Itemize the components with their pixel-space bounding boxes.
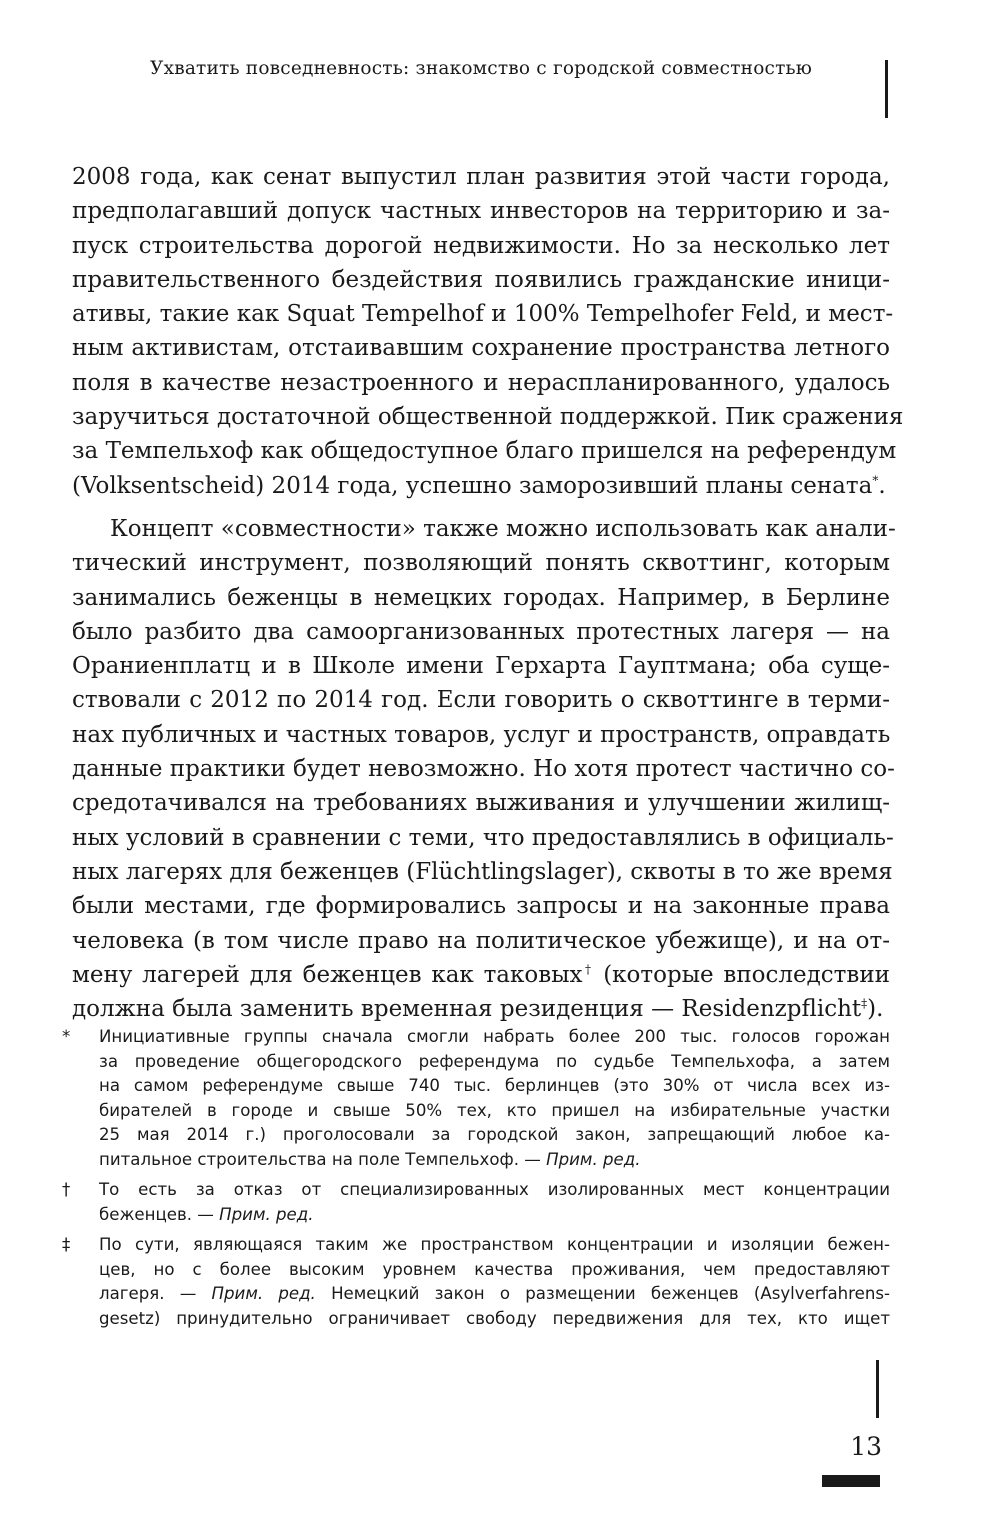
editor-note: Прим. ред. [219, 1204, 314, 1224]
footnote-body [99, 1178, 890, 1227]
text-line: ных лагерях для беженцев (Flüchtlingslager), сквоты в то же время [72, 858, 893, 885]
footnote-line: То есть за отказ от специализированных изолированных мест концентрации [99, 1180, 890, 1199]
text-line: заручиться достаточной общественной поддержкой. Пик сражения [72, 404, 904, 431]
footnote-line: 25 мая 2014 г.) проголосовали за городской закон, запрещающий любое ка- [99, 1125, 890, 1144]
footnote-line: Инициативные группы сначала смогли набрать более 200 тыс. голосов горожан [99, 1027, 890, 1046]
text-line: 2008 года, как сенат выпустил план развития этой части города, [72, 164, 890, 190]
text-line: пуск строительства дорогой недвижимости. Но за несколько лет [72, 232, 890, 259]
text-fragment: должна была заменить временная резиденция — Residenzpflicht [72, 996, 862, 1023]
page-bar [822, 1475, 880, 1487]
footnote-body [99, 1025, 890, 1172]
text-fragment: ). [867, 996, 884, 1023]
footnote-line: По сути, являющаяся таким же пространством концентрации и изоляции бежен- [99, 1235, 890, 1254]
page-number: 13 [850, 1432, 882, 1461]
text-line: поля в качестве незастроенного и нераспланированного, удалось [72, 369, 890, 396]
footnote-line [99, 1203, 890, 1228]
footnotes [60, 1025, 890, 1337]
footnote-ref: * [872, 473, 879, 488]
footnote-mark: ‡ [62, 1235, 71, 1254]
footnote-line [99, 1282, 890, 1307]
text-line: Концепт «совместности» также можно использовать как анали- [110, 515, 896, 542]
text-line: ативы, такие как Squat Tempelhof и 100% Tempelhofer Feld, и мест- [72, 301, 894, 328]
footnote-line: цев, но с более высоким уровнем качества проживания, чем предоставляют [99, 1259, 890, 1279]
text-line [72, 992, 890, 1026]
footnote-line: за проведение общегородского референдума по судьбе Темпельхофа, а затем [99, 1051, 890, 1071]
text-line: было разбито два самоорганизованных протестных лагеря — на [72, 618, 890, 645]
text-line: ным активистам, отстаивавшим сохранение пространства летного [72, 335, 890, 362]
editor-note: Прим. ред. [546, 1149, 641, 1169]
text-line: занимались беженцы в немецких городах. Например, в Берлине [72, 584, 890, 611]
footnote-line: gesetz) принудительно ограничивает свободу передвижения для тех, кто ищет [99, 1308, 890, 1328]
paragraph-2 [72, 512, 896, 1026]
text-fragment: . [878, 472, 886, 499]
footnote-mark: * [62, 1027, 71, 1046]
footnote-ref: ‡ [861, 996, 868, 1011]
footer-rule [876, 1360, 879, 1418]
text-line: Ораниенплатц и в Школе имени Герхарта Гауптмана; оба суще- [72, 653, 890, 680]
text-fragment: лагеря. — [99, 1284, 212, 1303]
text-fragment: беженцев. — [99, 1204, 220, 1224]
text-fragment: мену лагерей для беженцев как таковых [72, 961, 583, 988]
text-line: были местами, где формировались запросы и на законные права [72, 893, 890, 920]
text-fragment: (которые впоследствии [593, 961, 890, 988]
footnote-mark: † [62, 1180, 71, 1199]
footnote-line: на самом референдуме свыше 740 тыс. берлинцев (это 30% от числа всех из- [99, 1076, 890, 1095]
editor-note: Прим. ред. [211, 1284, 316, 1303]
text-line [72, 958, 890, 992]
footnote [60, 1025, 890, 1172]
footnote [60, 1233, 890, 1331]
text-line: правительственного бездействия появились гражданские иници- [72, 266, 890, 293]
footnote [60, 1178, 890, 1227]
text-fragment: Немецкий закон о размещении беженцев (Asylverfahrens- [315, 1284, 890, 1303]
text-line: тический инструмент, позволяющий понять сквоттинг, которым [72, 550, 890, 577]
text-line: ных условий в сравнении с теми, что предоставлялись в официаль- [72, 824, 894, 851]
footnote-ref: † [582, 962, 594, 977]
footnote-line: бирателей в городе и свыше 50% тех, кто пришел на избирательные участки [99, 1100, 890, 1120]
text-line: за Темпельхоф как общедоступное благо пришелся на референдум [72, 438, 897, 465]
footnote-line [99, 1148, 890, 1173]
text-line [72, 469, 890, 503]
running-head: Ухватить повседневность: знакомство с городской совместностью [150, 58, 813, 79]
paragraph-1 [72, 160, 904, 503]
text-fragment: питальное строительства на поле Темпельхоф. — [99, 1149, 547, 1169]
text-line: человека (в том числе право на политическое убежище), и на от- [72, 927, 890, 954]
text-line: предполагавший допуск частных инвесторов на территорию и за- [72, 198, 890, 225]
text-line: нах публичных и частных товаров, услуг и пространств, оправдать [72, 721, 891, 748]
text-fragment: (Volksentscheid) 2014 года, успешно заморозивший планы сената [72, 472, 873, 499]
text-line: данные практики будет невозможно. Но хотя протест частично со- [72, 756, 895, 783]
footnote-body [99, 1233, 890, 1331]
text-line: ствовали с 2012 по 2014 год. Если говорить о сквоттинге в терми- [72, 687, 890, 714]
header-rule [885, 60, 888, 118]
body-text [72, 160, 904, 1026]
text-line: средотачивался на требованиях выживания и улучшении жилищ- [72, 790, 890, 817]
